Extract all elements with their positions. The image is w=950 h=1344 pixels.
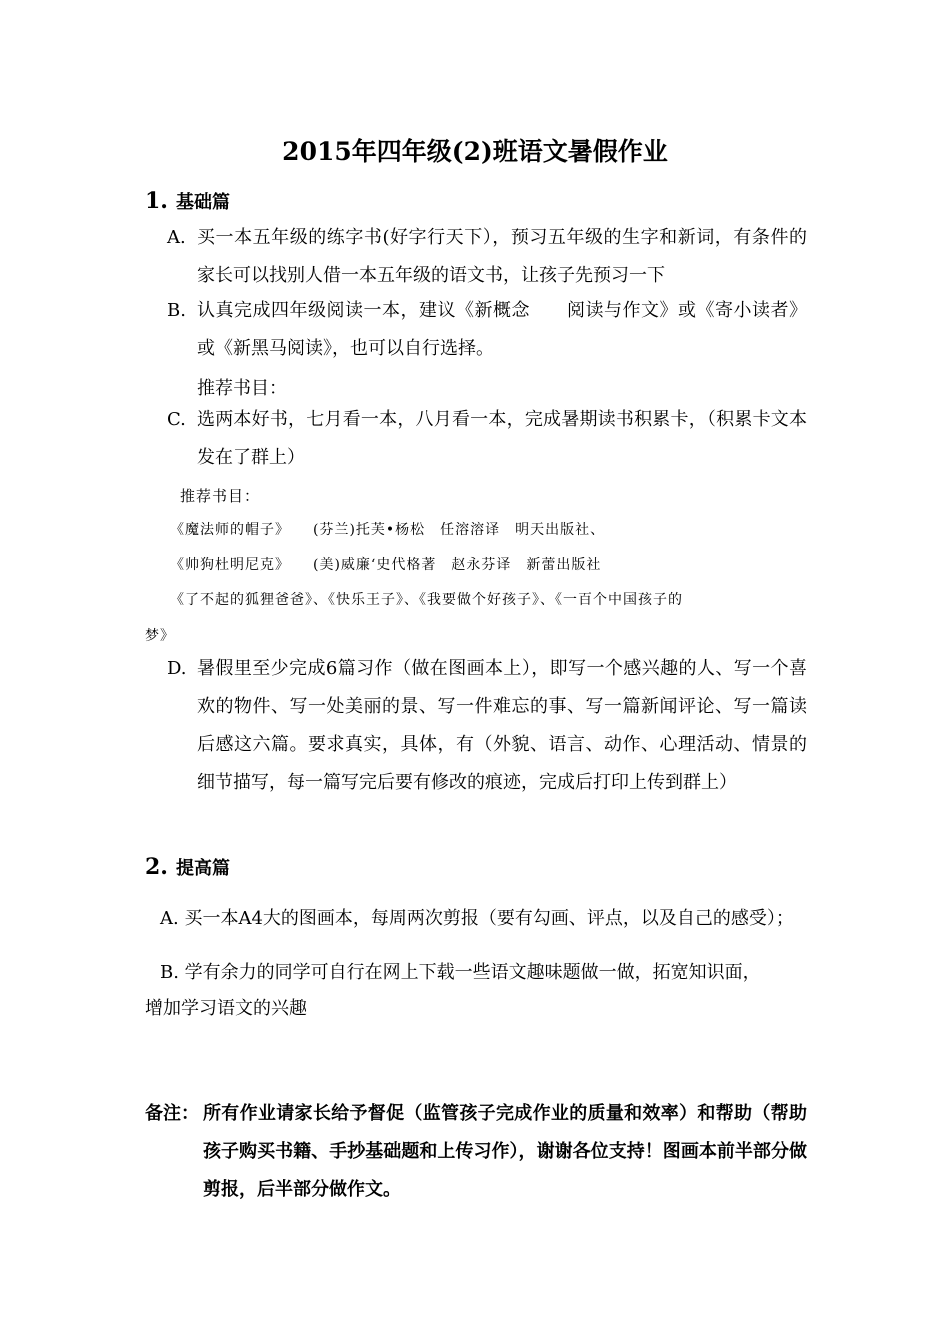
list-item-b: [167, 292, 807, 368]
section-title: 基础篇: [175, 192, 230, 213]
section-number: 1.: [145, 188, 168, 214]
recommended-books-note: 推荐书目：: [197, 378, 287, 399]
list-item-a: [167, 219, 807, 295]
item-text: 认真完成四年级阅读一本，建议《新概念 阅读与作文》或《寄小读者》或《新黑马阅读》，也可以自行选择。: [197, 300, 807, 359]
paragraph-b-line1: B. 学有余力的同学可自行在网上下载一些语文趣味题做一做，拓宽知识面，: [160, 962, 761, 983]
books-heading: 推荐书目：: [180, 487, 261, 505]
item-label: A.: [167, 227, 186, 248]
section-title: 提高篇: [175, 858, 230, 879]
book-entry: 《魔法师的帽子》 (芬兰)托芙•杨松 任溶溶译 明天出版社、: [170, 522, 606, 538]
paragraph-b-line2: 增加学习语文的兴趣: [145, 998, 307, 1019]
document-title: 2015年四年级(2)班语文暑假作业: [282, 137, 668, 166]
footnote: [145, 1095, 807, 1209]
footnote-text: 所有作业请家长给予督促（监管孩子完成作业的质量和效率）和帮助（帮助孩子购买书籍、手抄基础题和上传习作），谢谢各位支持！图画本前半部分做剪报，后半部分做作文。: [203, 1103, 807, 1200]
book-entry: 《了不起的狐狸爸爸》、《快乐王子》、《我要做个好孩子》、《一百个中国孩子的: [170, 592, 683, 608]
item-label: D.: [167, 658, 187, 679]
item-label: B.: [167, 300, 186, 321]
paragraph-a: A. 买一本A4大的图画本，每周两次剪报（要有勾画、评点，以及自己的感受）；: [160, 908, 794, 929]
list-item-c: [167, 401, 807, 477]
book-entry: 《帅狗杜明尼克》 (美)威廉‘史代格著 赵永芬译 新蕾出版社: [170, 557, 602, 573]
footnote-label: 备注：: [145, 1103, 199, 1124]
item-text: 选两本好书，七月看一本，八月看一本，完成暑期读书积累卡，（积累卡文本发在了群上）: [197, 409, 807, 468]
section-number: 2.: [145, 854, 168, 880]
item-label: C.: [167, 409, 186, 430]
section-heading-basic: [145, 188, 230, 214]
item-text: 暑假里至少完成6篇习作（做在图画本上），即写一个感兴趣的人、写一个喜欢的物件、写一处美丽的景、写一件难忘的事、写一篇新闻评论、写一篇读后感这六篇。要求真实，具体，有（外貌、语言、动作、心理活动、情景的细节描写，每一篇写完后要有修改的痕迹，完成后打印上传到群上）: [197, 658, 807, 793]
item-text: 买一本五年级的练字书(好字行天下），预习五年级的生字和新词，有条件的家长可以找别人借一本五年级的语文书，让孩子先预习一下: [197, 227, 807, 286]
list-item-d: [167, 650, 807, 802]
section-heading-advanced: [145, 854, 230, 880]
book-entry-continued: 梦》: [145, 628, 175, 644]
